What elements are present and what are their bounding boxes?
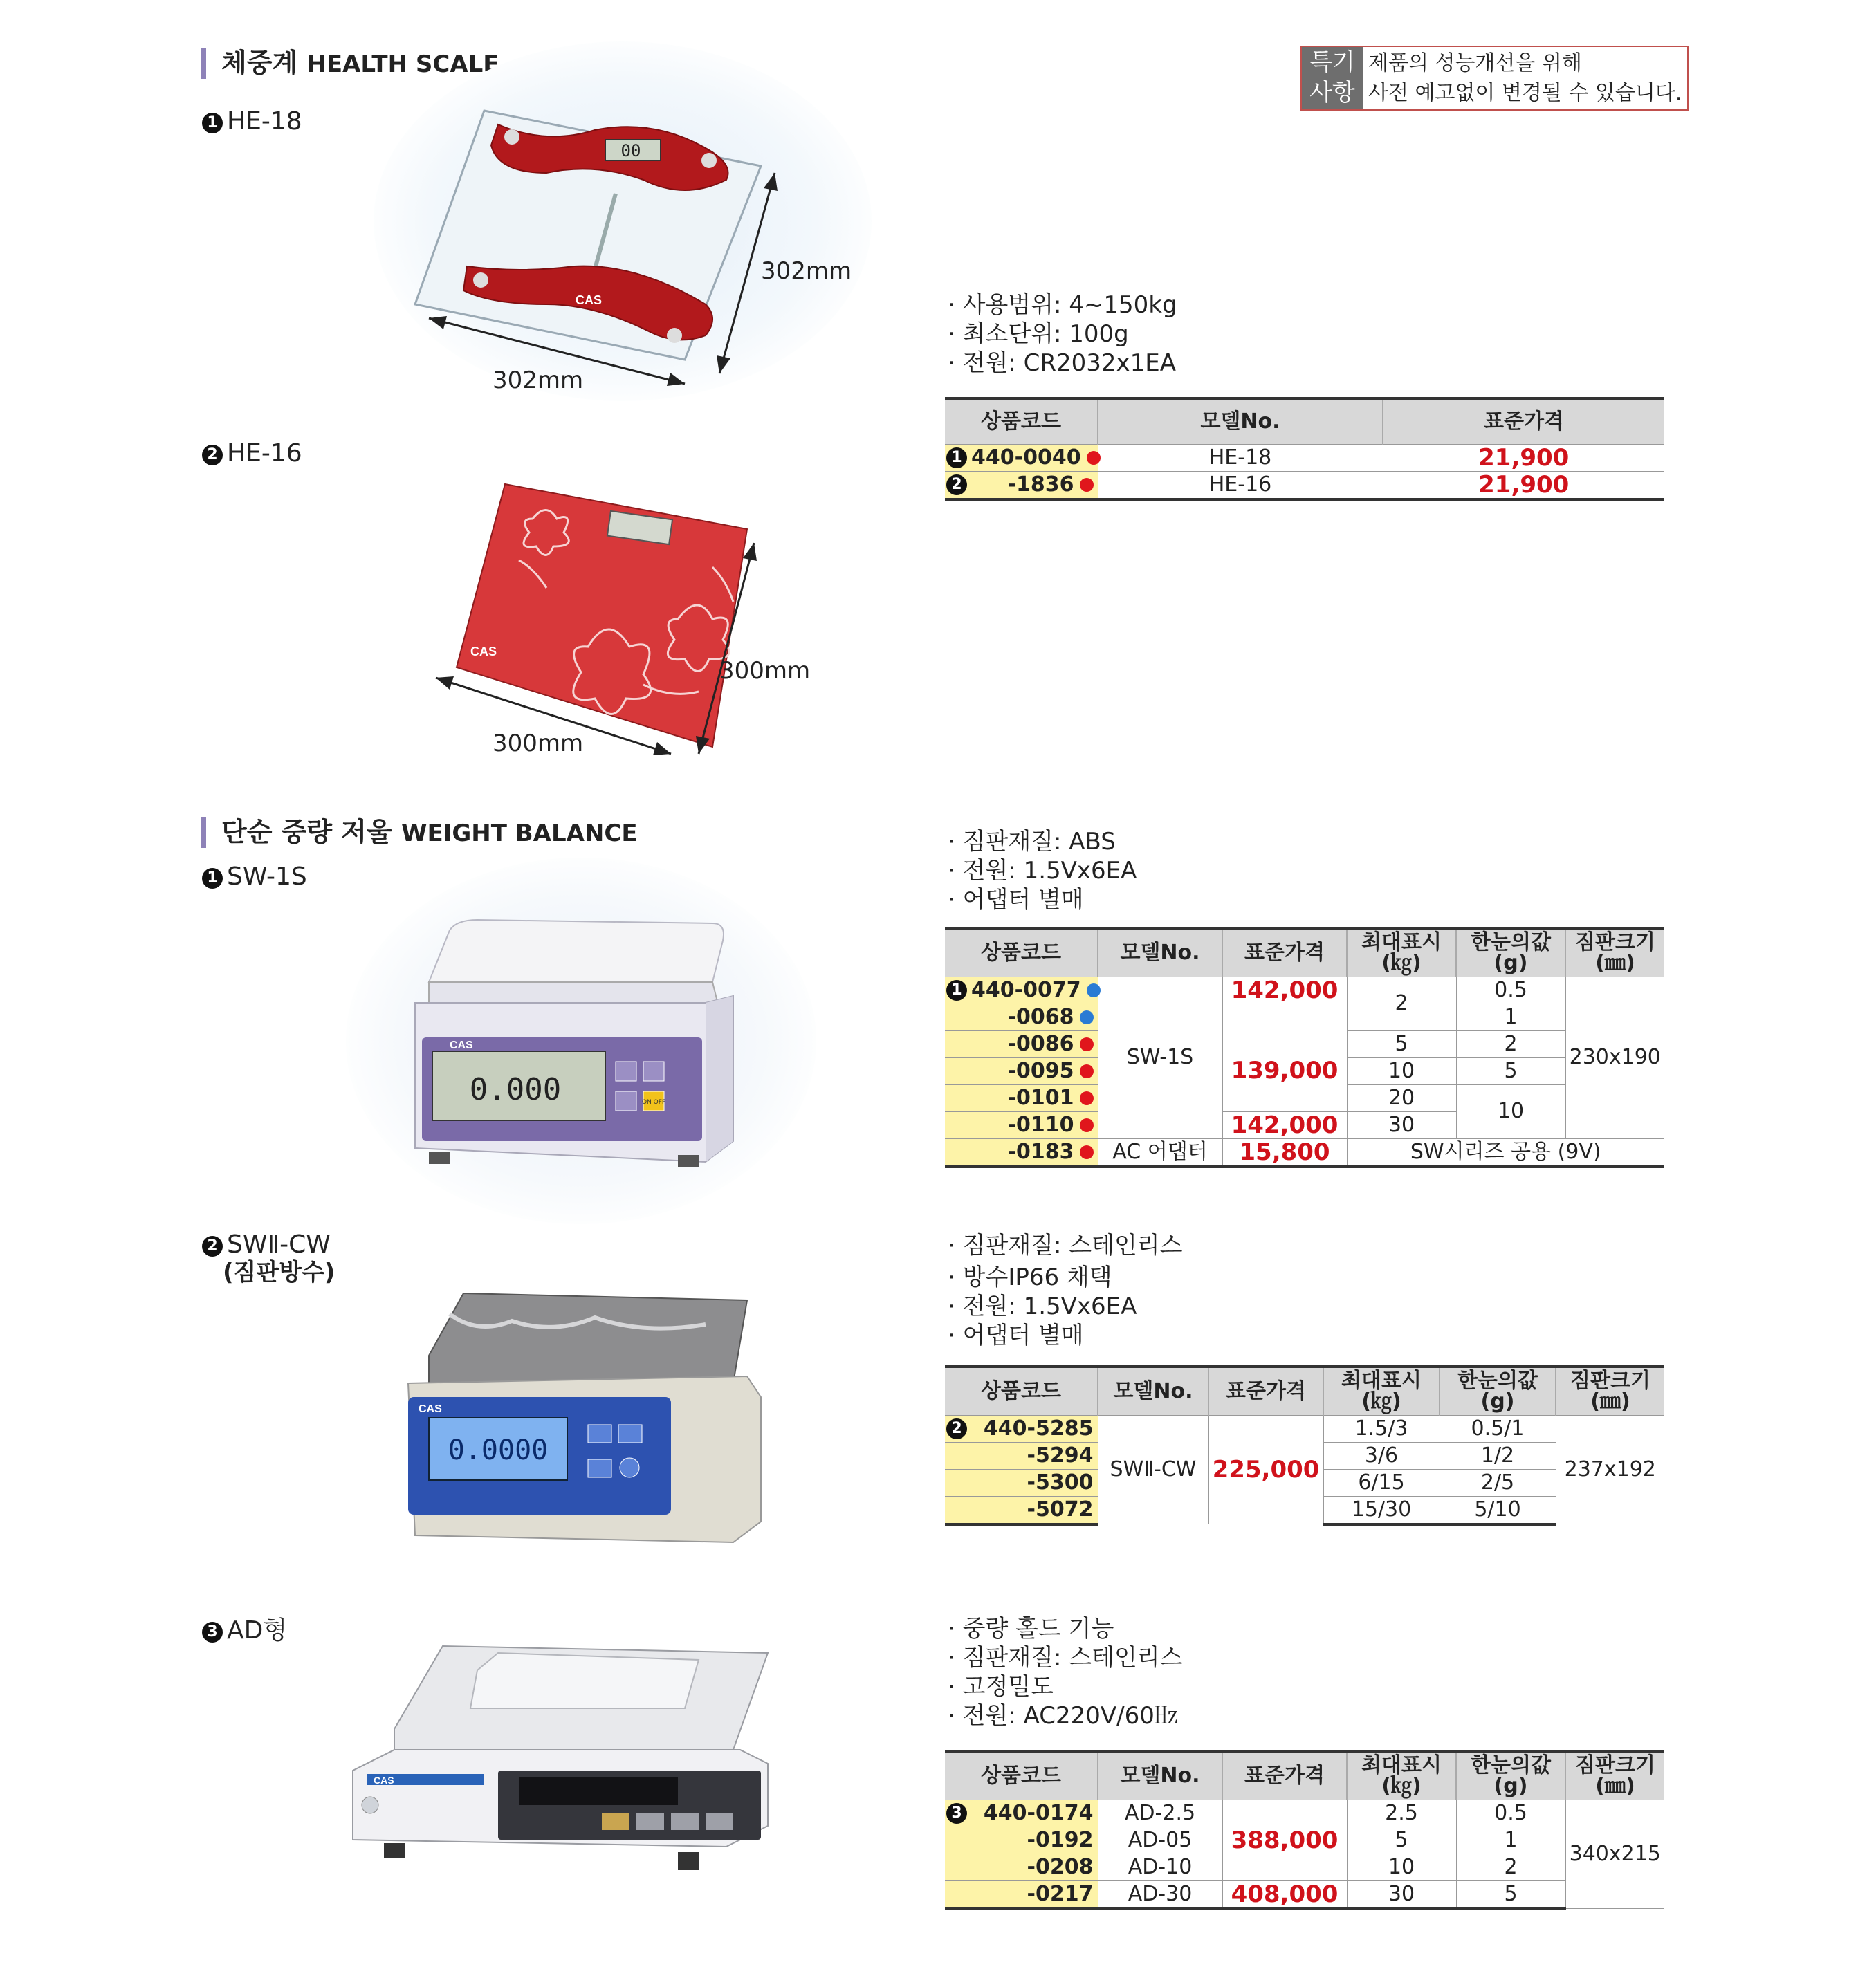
model-cell: SWⅡ-CW [1098, 1415, 1208, 1524]
max-cell: 30 [1347, 1111, 1456, 1138]
sw2cw-scale-image [387, 1286, 775, 1542]
blue-dot-icon [1087, 983, 1101, 997]
product-code-cell: -5300 [945, 1469, 1098, 1496]
division-cell: 1 [1456, 1004, 1565, 1030]
sw1s-price-table [945, 927, 1664, 1168]
notice-label-1: 특기 [1309, 48, 1355, 76]
model-cell: AC 어댑터 [1098, 1138, 1222, 1167]
col-header: 모델No. [1098, 1367, 1208, 1415]
spec-line: · 중량 홀드 기능 [948, 1615, 1114, 1643]
product-code-cell: 2 440-5285 [945, 1415, 1098, 1442]
col-header: 상품코드 [945, 928, 1098, 977]
table-row [945, 1138, 1664, 1167]
model-cell: AD-30 [1098, 1880, 1222, 1909]
model-cell: HE-18 [1098, 444, 1383, 471]
table-row [945, 1030, 1664, 1057]
notice-line-1: 제품의 성능개선을 위해 [1368, 51, 1582, 75]
division-cell: 5/10 [1440, 1496, 1556, 1524]
notice-line-2: 사전 예고없이 변경될 수 있습니다. [1368, 81, 1682, 105]
item-title-he18 [202, 108, 302, 136]
col-header: 모델No. [1098, 398, 1383, 444]
item-title-text: SWⅡ-CW [227, 1230, 331, 1259]
red-dot-icon [1080, 1091, 1094, 1105]
table-row [945, 1880, 1664, 1909]
price-cell: 225,000 [1208, 1415, 1323, 1524]
number-badge: 2 [202, 445, 223, 465]
section-title-en: HEALTH SCALE [306, 50, 499, 78]
max-cell: 10 [1347, 1057, 1456, 1084]
spec-line: · 어댑터 별매 [948, 1322, 1084, 1349]
col-header: 최대표시 (㎏) [1323, 1367, 1440, 1415]
col-header: 상품코드 [945, 1751, 1098, 1800]
sw2cw-specs [948, 1231, 1182, 1350]
sw1s-display: 0.000 [469, 1072, 562, 1107]
col-header: 짐판크기 (㎜) [1565, 928, 1664, 977]
on-off-button-label: ON OFF [641, 1099, 666, 1106]
item-title-text: HE-18 [227, 107, 302, 136]
he18-height-label: 302mm [761, 257, 852, 285]
product-code-cell: 1 440-0077 [945, 977, 1098, 1004]
spec-line: · 짐판재질: ABS [948, 828, 1116, 856]
spec-line: · 짐판재질: 스테인리스 [948, 1232, 1183, 1259]
price-cell: 142,000 [1222, 1111, 1347, 1138]
number-badge: 1 [202, 868, 223, 889]
model-cell: HE-16 [1098, 471, 1383, 499]
table-row [945, 471, 1664, 499]
spec-line: · 전원: CR2032x1EA [948, 349, 1176, 377]
spec-line: · 전원: AC220V/60㎐ [948, 1702, 1178, 1730]
number-badge: 1 [202, 113, 223, 133]
notice-text [1363, 47, 1687, 109]
col-header: 모델No. [1098, 928, 1222, 977]
max-cell: 2 [1347, 977, 1456, 1030]
col-header: 최대표시 (㎏) [1347, 1751, 1456, 1800]
col-header: 상품코드 [945, 1367, 1098, 1415]
red-dot-icon [1080, 478, 1094, 492]
spec-line: · 사용범위: 4~150kg [948, 291, 1177, 319]
division-cell: 5 [1456, 1057, 1565, 1084]
col-header: 표준가격 [1383, 398, 1664, 444]
model-cell: AD-2.5 [1098, 1800, 1222, 1827]
item-title-text: HE-16 [227, 439, 302, 468]
price-cell: 142,000 [1222, 977, 1347, 1004]
division-cell: 1 [1456, 1827, 1565, 1854]
size-cell: 237x192 [1556, 1415, 1664, 1524]
sw2cw-display: 0.0000 [448, 1434, 549, 1466]
spec-line: · 방수IP66 채택 [948, 1264, 1112, 1291]
price-cell: 408,000 [1222, 1880, 1347, 1909]
note-cell: SW시리즈 공용 (9V) [1347, 1138, 1664, 1167]
brand-logo-text: CAS [374, 1775, 394, 1786]
he16-height-arrow [685, 533, 789, 775]
he18-width-label: 302mm [493, 367, 584, 394]
price-cell: 21,900 [1383, 444, 1664, 471]
table-row [945, 1004, 1664, 1030]
max-cell: 15/30 [1323, 1496, 1440, 1524]
col-header: 짐판크기 (㎜) [1565, 1751, 1664, 1800]
section-title-ko: 체중계 [221, 48, 298, 78]
division-cell: 10 [1456, 1084, 1565, 1138]
notice-label [1302, 47, 1363, 109]
spec-line: · 전원: 1.5Vx6EA [948, 857, 1137, 885]
product-code-cell: 2 -1836 [945, 471, 1098, 499]
max-cell: 10 [1347, 1854, 1456, 1880]
red-dot-icon [1080, 1145, 1094, 1159]
model-cell: AD-10 [1098, 1854, 1222, 1880]
he16-height-label: 300mm [719, 657, 811, 685]
product-code-cell: -0217 [945, 1880, 1098, 1909]
division-cell: 5 [1456, 1880, 1565, 1909]
number-badge: 2 [202, 1236, 223, 1257]
table-row [945, 444, 1664, 471]
max-cell: 20 [1347, 1084, 1456, 1111]
spec-line: · 최소단위: 100g [948, 320, 1129, 348]
division-cell: 1/2 [1440, 1442, 1556, 1469]
model-cell: AD-05 [1098, 1827, 1222, 1854]
red-dot-icon [1080, 1064, 1094, 1078]
notice-box [1300, 46, 1689, 111]
table-row [945, 1800, 1664, 1827]
col-header: 표준가격 [1222, 1751, 1347, 1800]
col-header: 모델No. [1098, 1751, 1222, 1800]
col-header: 한눈의값 (g) [1456, 928, 1565, 977]
col-header: 최대표시 (㎏) [1347, 928, 1456, 977]
product-code-cell: -0086 [945, 1030, 1098, 1057]
section-title-ko: 단순 중량 저울 [221, 817, 392, 847]
col-header: 표준가격 [1222, 928, 1347, 977]
price-cell: 139,000 [1222, 1030, 1347, 1111]
max-cell: 1.5/3 [1323, 1415, 1440, 1442]
division-cell: 2 [1456, 1030, 1565, 1057]
model-cell: SW-1S [1098, 977, 1222, 1138]
product-code-cell: -0101 [945, 1084, 1098, 1111]
product-code-cell: -0068 [945, 1004, 1098, 1030]
section-title-health [201, 48, 499, 79]
product-code-cell: -0183 [945, 1138, 1098, 1167]
section-title-balance [201, 817, 638, 848]
division-cell: 0.5/1 [1440, 1415, 1556, 1442]
spec-line: · 고정밀도 [948, 1673, 1054, 1701]
size-cell: 340x215 [1565, 1800, 1664, 1909]
red-dot-icon [1087, 451, 1101, 465]
sw2cw-price-table [945, 1365, 1664, 1526]
col-header: 한눈의값 (g) [1456, 1751, 1565, 1800]
he18-display: 00 [620, 141, 641, 160]
product-code-cell: 3 440-0174 [945, 1800, 1098, 1827]
division-cell: 0.5 [1456, 977, 1565, 1004]
price-cell: 21,900 [1383, 471, 1664, 499]
notice-label-2: 사항 [1309, 79, 1355, 107]
item-title-text: AD형 [227, 1616, 288, 1645]
max-cell: 6/15 [1323, 1469, 1440, 1496]
brand-logo-text: CAS [450, 1039, 473, 1051]
item-title-ad [202, 1617, 287, 1645]
item-title-he16 [202, 440, 302, 468]
max-cell: 5 [1347, 1827, 1456, 1854]
item-title-sw2cw [202, 1231, 335, 1286]
table-row [945, 977, 1664, 1004]
ad-price-table [945, 1750, 1664, 1910]
sw1s-specs [948, 827, 1137, 914]
spec-line: · 전원: 1.5Vx6EA [948, 1293, 1137, 1320]
product-code-cell: -0095 [945, 1057, 1098, 1084]
division-cell: 0.5 [1456, 1800, 1565, 1827]
product-code-cell: 1 440-0040 [945, 444, 1098, 471]
price-cell [1222, 1004, 1347, 1030]
col-header: 표준가격 [1208, 1367, 1323, 1415]
brand-logo-text: CAS [419, 1403, 442, 1415]
division-cell: 2 [1456, 1854, 1565, 1880]
max-cell: 3/6 [1323, 1442, 1440, 1469]
product-code-cell: -0110 [945, 1111, 1098, 1138]
product-code-cell: -0192 [945, 1827, 1098, 1854]
max-cell: 30 [1347, 1880, 1456, 1909]
item-title-sw1s [202, 863, 307, 891]
max-cell: 2.5 [1347, 1800, 1456, 1827]
sw1s-scale-image [387, 913, 747, 1176]
health-price-table [945, 397, 1664, 501]
max-cell: 5 [1347, 1030, 1456, 1057]
item-title-text: SW-1S [227, 862, 307, 891]
col-header: 상품코드 [945, 398, 1098, 444]
brand-logo-text: CAS [470, 645, 497, 658]
product-code-cell: -0208 [945, 1854, 1098, 1880]
ad-specs [948, 1614, 1182, 1730]
division-cell: 2/5 [1440, 1469, 1556, 1496]
blue-dot-icon [1080, 1010, 1094, 1024]
product-code-cell: -5294 [945, 1442, 1098, 1469]
brand-logo-text: CAS [576, 293, 603, 307]
price-cell: 15,800 [1222, 1138, 1347, 1167]
he16-width-label: 300mm [493, 730, 584, 757]
health-specs [948, 290, 1177, 378]
red-dot-icon [1080, 1037, 1094, 1051]
table-row [945, 1415, 1664, 1442]
he16-width-arrow [415, 664, 706, 788]
item-subtitle: (짐판방수) [223, 1259, 335, 1286]
col-header: 한눈의값 (g) [1440, 1367, 1556, 1415]
number-badge: 3 [202, 1622, 223, 1643]
price-cell: 388,000 [1222, 1800, 1347, 1880]
product-code-cell: -5072 [945, 1496, 1098, 1524]
section-title-en: WEIGHT BALANCE [401, 820, 638, 847]
spec-line: · 짐판재질: 스테인리스 [948, 1644, 1183, 1672]
size-cell: 230x190 [1565, 977, 1664, 1138]
col-header: 짐판크기 (㎜) [1556, 1367, 1664, 1415]
ad-scale-image [339, 1632, 782, 1923]
red-dot-icon [1080, 1118, 1094, 1132]
spec-line: · 어댑터 별매 [948, 886, 1084, 914]
